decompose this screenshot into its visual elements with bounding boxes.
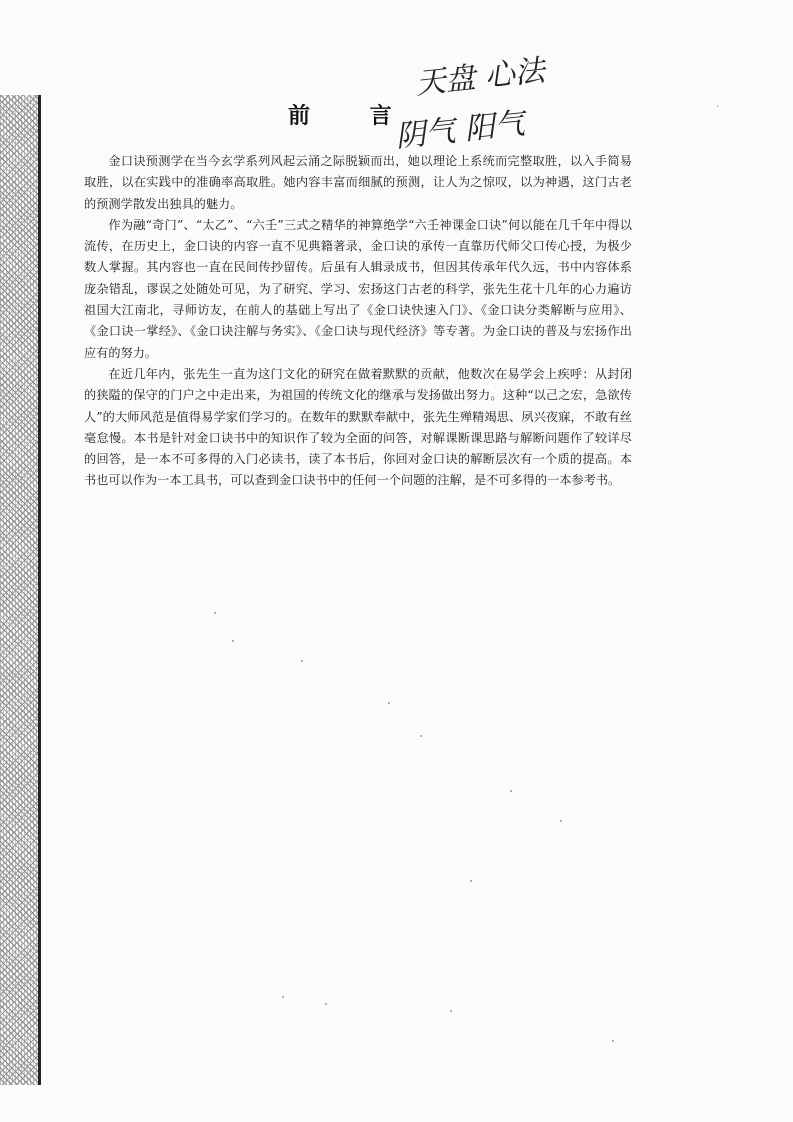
binding-line bbox=[38, 95, 41, 1085]
handwritten-note-top: 天盘 心法 bbox=[413, 53, 547, 102]
scan-noise bbox=[560, 820, 562, 822]
paragraph-3: 在近几年内，张先生一直为这门文化的研究在做着默默的贡献，他数次在易学会上疾呼：从封闭的狭隘的保守的门户之中走出来，为祖国的传统文化的继承与发扬做出努力。这种“以己之宏，急欲传人”的大师风范是值得易学家们学习的。在数年的默默奉献中，张先生殚精竭思、夙兴夜寐，不敢有丝毫怠慢。本书是针对金口诀书中的知识作了较为全面的问答，对解课断课思路与解断问题作了较详尽的回答，是一本不可多得的入门必读书，读了本书后，你回对金口诀的解断层次有一个质的提高。本书也可以作为一本工具书，可以查到金口诀书中的任何一个问题的注解，是不可多得的一本参考书。 bbox=[84, 366, 632, 488]
scan-noise bbox=[388, 702, 390, 704]
scan-noise bbox=[325, 1003, 327, 1005]
scan-noise bbox=[232, 640, 234, 642]
scan-noise bbox=[450, 1010, 452, 1012]
scan-mark: · bbox=[716, 102, 719, 112]
scan-noise bbox=[510, 790, 512, 792]
handwritten-note-bottom: 阴气 阳气 bbox=[393, 106, 527, 155]
scan-noise bbox=[214, 612, 216, 614]
scan-noise bbox=[612, 1040, 614, 1042]
paragraph-1: 金口诀预测学在当今玄学系列风起云涌之际脱颖而出，她以理论上系统而完整取胜，以入手简易取胜，以在实践中的准确率高取胜。她内容丰富而细腻的预测，让人为之惊叹，以为神遇，这门古老的预测学散发出独具的魅力。 bbox=[84, 154, 632, 211]
paragraph-2: 作为融“奇门”、“太乙”、“六壬”三式之精华的神算绝学“六壬神课金口诀”何以能在几千年中得以流传，在历史上，金口诀的内容一直不见典籍著录，金口诀的承传一直靠历代师父口传心授，为极少数人掌握。其内容也一直在民间传抄留传。后虽有人辑录成书，但因其传承年代久远，书中内容体系庞杂错乱，谬误之处随处可见，为了研究、学习、宏扬这门古老的科学，张先生花十几年的心力遍访祖国大江南北，寻师访友，在前人的基础上写出了《金口诀快速入门》、《金口诀分类解断与应用》、《金口诀一掌经》、《金口诀注解与务实》、《金口诀与现代经济》等专著。为金口诀的普及与宏扬作出应有的努力。 bbox=[84, 217, 632, 360]
page-title: 前 言 bbox=[288, 103, 418, 129]
scan-noise bbox=[282, 996, 284, 998]
scan-noise bbox=[470, 880, 472, 882]
scan-noise bbox=[301, 660, 303, 662]
scan-noise bbox=[420, 735, 422, 737]
binding-edge bbox=[0, 95, 38, 1085]
preface-body bbox=[84, 151, 632, 492]
